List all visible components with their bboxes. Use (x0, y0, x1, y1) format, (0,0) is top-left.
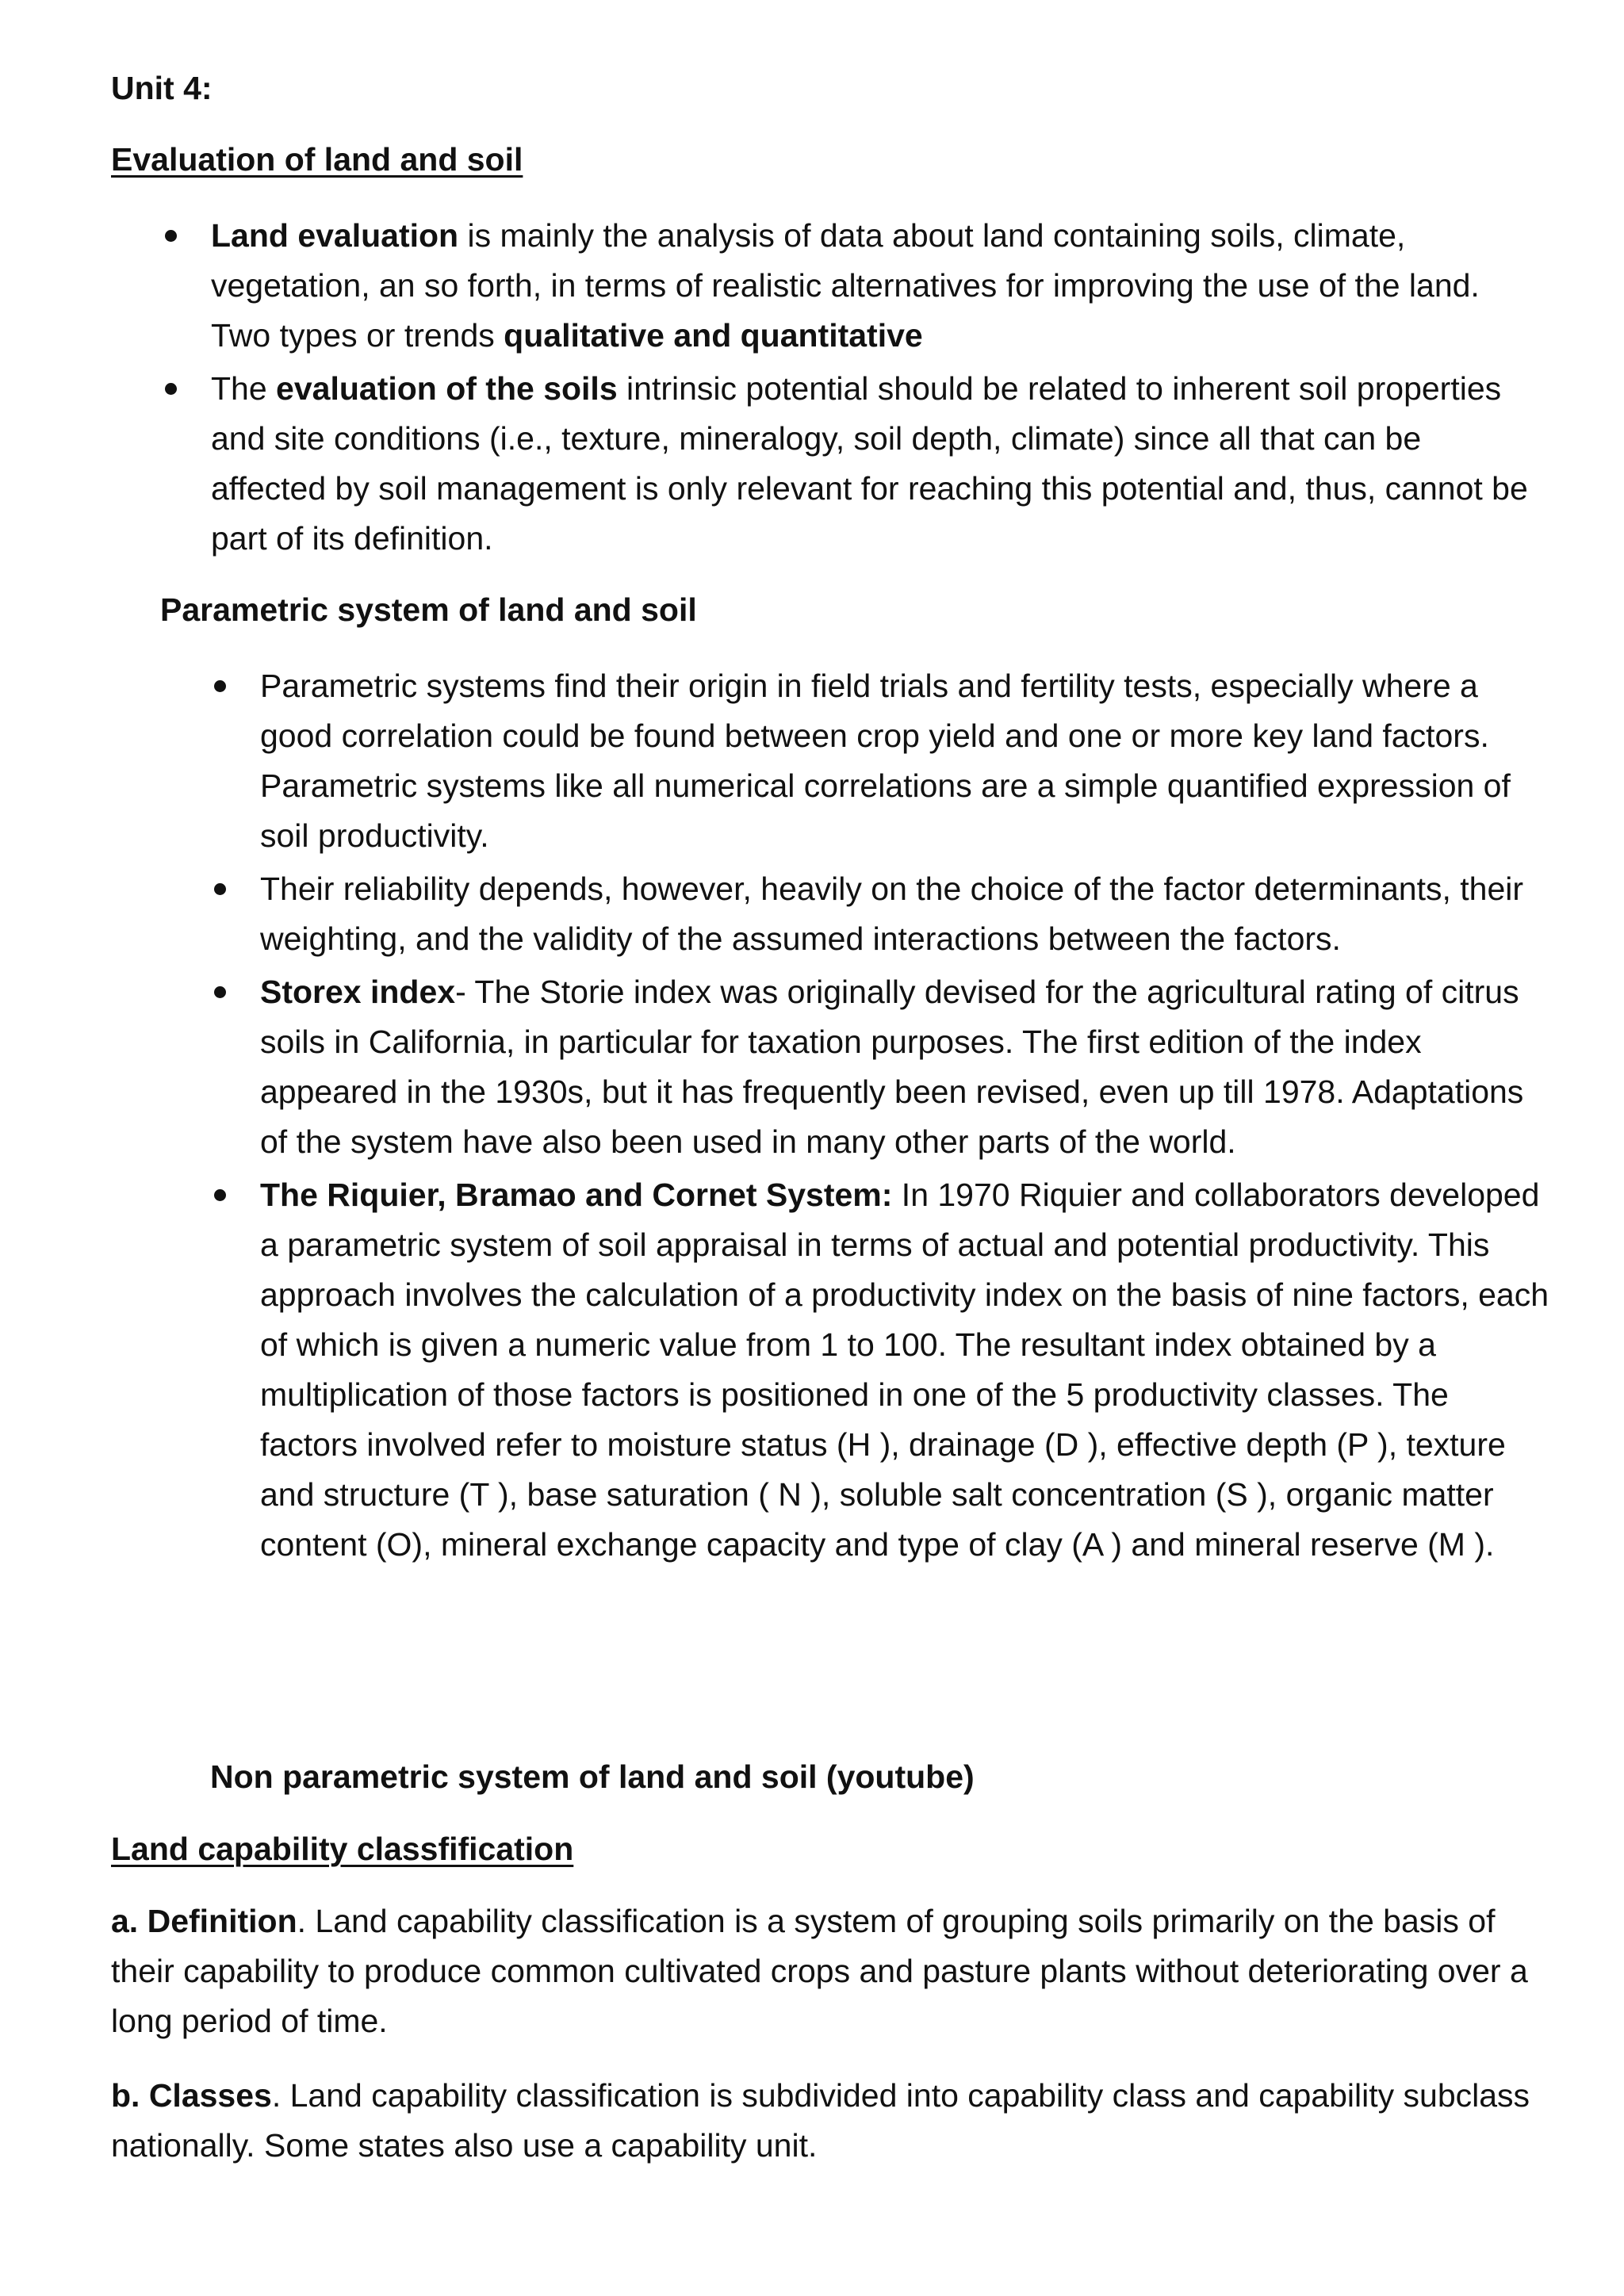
evaluation-bullet-list (111, 211, 1538, 564)
bullet-text: In 1970 Riquier and collaborators developed a parametric system of soil appraisal in terms of actual and potential productivity. This approach involves the calculation of a productivity index on the basis of nine factors, each of which is given a numeric value from 1 to 100. The resultant index obtained by a multiplication of those factors is positioned in one of the 5 productivity classes. The factors involved refer to moisture status (H ), drainage (D ), effective depth (P ), texture and structure (T ), base saturation ( N ), soluble salt concentration (S ), organic matter content (O), mineral exchange capacity and type of clay (A ) and mineral reserve (M ). (260, 1177, 1549, 1563)
list-item (159, 661, 1554, 861)
bullet-text: - The Storie index was originally devised for the agricultural rating of citrus soils in California, in particular for taxation purposes. The first edition of the index appeared in the 1930s, but it has frequently been revised, even up till 1978. Adaptations of the system have also been used in many other parts of the world. (260, 974, 1524, 1160)
list-item (111, 364, 1538, 564)
bullet-icon (214, 986, 226, 998)
section-heading-land-capability: Land capability classfification (111, 1831, 574, 1867)
bullet-icon (165, 383, 177, 395)
bullet-icon (214, 883, 226, 895)
bullet-text: intrinsic potential should be related to inherent soil properties and site conditions (i.e., texture, mineralogy, soil depth, climate) since all that can be affected by soil management is only relevant for reaching this potential and, thus, cannot be part of its definition. (211, 370, 1528, 557)
list-item (159, 967, 1554, 1167)
classes-text: . Land capability classification is subdivided into capability class and capability subclass nationally. Some states also use a capability unit. (111, 2077, 1530, 2164)
bullet-text: Parametric systems find their origin in field trials and fertility tests, especially where a good correlation could be found between crop yield and one or more key land factors. Parametric systems like all numerical correlations are a simple quantified expression of soil productivity. (260, 668, 1511, 854)
bullet-icon (165, 230, 177, 242)
definition-label: a. Definition (111, 1903, 297, 1939)
bullet-text: is mainly the analysis of data about land containing soils, climate, vegetation, an so forth, in terms of realistic alternatives for improving the use of the land. Two types or trends (211, 217, 1480, 354)
bullet-text: Their reliability depends, however, heavily on the choice of the factor determinants, their weighting, and the validity of the assumed interactions between the factors. (260, 871, 1524, 957)
definition-text: . Land capability classification is a system of grouping soils primarily on the basis of their capability to produce common cultivated crops and pasture plants without deteriorating over a long period of time. (111, 1903, 1528, 2039)
definition-paragraph (111, 1896, 1530, 2046)
classes-label: b. Classes (111, 2077, 272, 2114)
term-storex-index: Storex index (260, 974, 456, 1010)
classes-paragraph (111, 2071, 1530, 2171)
term-evaluation-of-soils: evaluation of the soils (276, 370, 618, 407)
section-heading-evaluation: Evaluation of land and soil (111, 141, 523, 178)
list-item (159, 864, 1554, 964)
unit-title: Unit 4: (111, 70, 213, 106)
parametric-bullet-list (159, 661, 1554, 1570)
term-land-evaluation: Land evaluation (211, 217, 459, 254)
section-heading-parametric: Parametric system of land and soil (160, 591, 697, 628)
bullet-prefix: The (211, 370, 277, 407)
term-riquier-system: The Riquier, Bramao and Cornet System: (260, 1177, 893, 1213)
bullet-icon (214, 1189, 226, 1201)
bullet-icon (214, 680, 226, 692)
term-qualitative-quantitative: qualitative and quantitative (504, 317, 923, 354)
list-item (111, 211, 1538, 361)
section-heading-non-parametric: Non parametric system of land and soil (youtube) (210, 1758, 975, 1795)
list-item (159, 1170, 1554, 1570)
